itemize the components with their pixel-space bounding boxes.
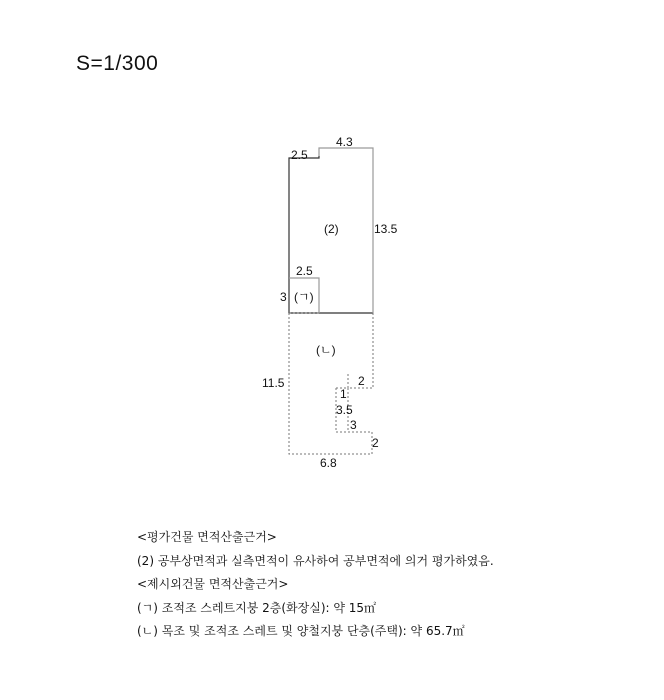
dim-notch-step: 1: [340, 387, 347, 401]
dim-left-height: 11.5: [262, 376, 285, 390]
dim-top-small: 2.5: [291, 148, 308, 162]
dim-bottom-right: 2: [372, 436, 379, 450]
dim-annex-width: 2.5: [296, 264, 313, 278]
note-annex-b: (ㄴ) 목조 및 조적조 스레트 및 양철지붕 단층(주택): 약 65.7㎡: [137, 624, 465, 638]
dim-top-width: 4.3: [336, 135, 353, 149]
dim-notch-width: 3: [350, 418, 357, 432]
note-heading-building: <평가건물 면적산출근거>: [137, 530, 277, 544]
note-annex-a: (ㄱ) 조적조 스레트지붕 2층(화장실): 약 15㎡: [137, 600, 377, 615]
dim-annex-height: 3: [280, 290, 287, 304]
dim-notch-right: 2: [358, 374, 365, 388]
dim-right-height: 13.5: [374, 222, 398, 236]
area-label-annex-a: (ㄱ): [294, 290, 314, 304]
area-label-main: (2): [324, 222, 339, 236]
dim-notch-height: 3.5: [336, 403, 353, 417]
note-building-2: (2) 공부상면적과 실측면적이 유사하여 공부면적에 의거 평가하였음.: [137, 553, 494, 568]
area-label-annex-b: (ㄴ): [316, 343, 336, 357]
area-calculation-notes: [137, 526, 494, 644]
scale-label: S=1/300: [76, 52, 159, 75]
notch-inner-dashed: [336, 374, 348, 388]
dim-bottom-width: 6.8: [320, 456, 337, 470]
note-heading-annex: <제시외건물 면적산출근거>: [137, 577, 289, 591]
